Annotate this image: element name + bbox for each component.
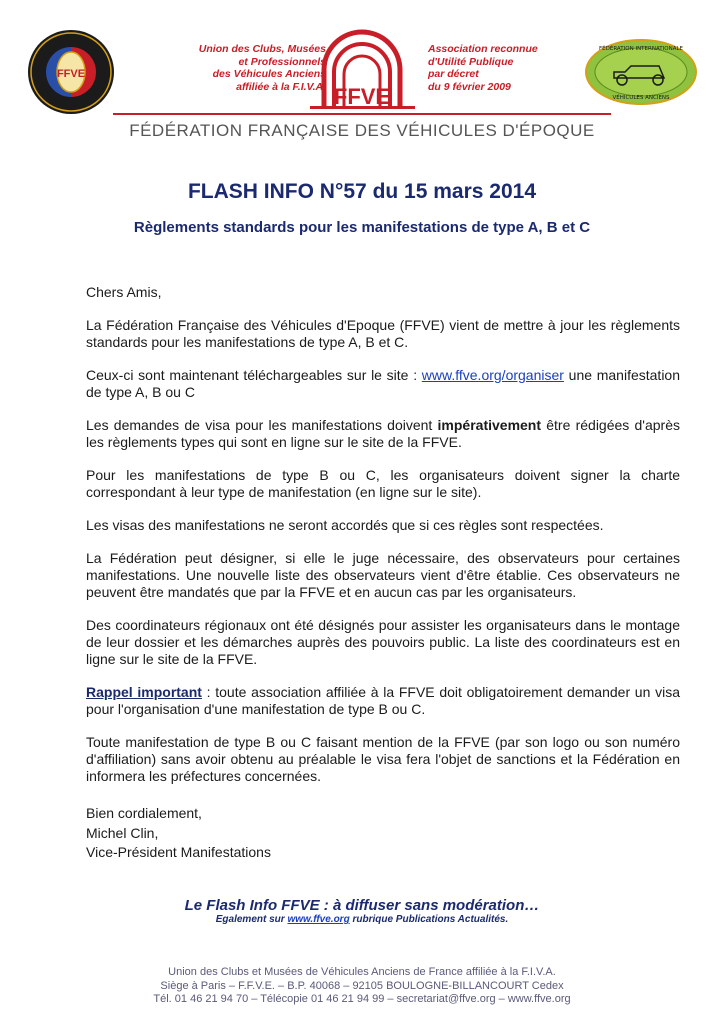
center-logo-letters: FFVE	[333, 84, 391, 109]
paragraph-1: La Fédération Française des Véhicules d'Epoque (FFVE) vient de mettre à jour les règlements standards pour les manifestations de type A, B et C.	[86, 317, 680, 350]
header-left-line: Union des Clubs, Musées	[198, 43, 326, 55]
header-left-line: et Professionnels	[238, 55, 326, 68]
signer-role: Vice-Président Manifestations	[86, 844, 271, 860]
paragraph-7: Des coordinateurs régionaux ont été désignés pour assister les organisateurs dans le montage de leur dossier et les démarches auprès des pouvoirs public. La liste des coordinateurs est en ligne sur le site de la FFVE.	[86, 617, 680, 667]
paragraph-2	[86, 367, 680, 401]
letter-body	[86, 284, 680, 801]
round-logo-letters: FFVE	[56, 68, 86, 80]
header-divider	[113, 113, 611, 115]
header-right-line: par décret	[428, 68, 479, 80]
paragraph-8	[86, 684, 680, 718]
paragraph-3	[86, 417, 680, 451]
footer-line-2: Siège à Paris – F.F.V.E. – B.P. 40068 – 92105 BOULOGNE-BILLANCOURT Cedex	[160, 979, 564, 992]
header-left-text	[168, 43, 326, 93]
also-text-end: rubrique Publications Actualités.	[349, 914, 509, 925]
paragraph-9: Toute manifestation de type B ou C faisant mention de la FFVE (par son logo ou son numéro d'affiliation) sans avoir obtenu au préalable le visa fera l'objet de sanctions et la Fédération en informera les préfectures concernées.	[86, 734, 680, 784]
federation-name: FÉDÉRATION FRANÇAISE DES VÉHICULES D'ÉPOQUE	[129, 121, 595, 140]
paragraph-6: La Fédération peut désigner, si elle le juge nécessaire, des observateurs pour certaines manifestations. Une nouvelle liste des observateurs vient d'être établie. Ces observateurs ne peuvent être mandatés que par la FFVE et en aucun cas par les organisateurs.	[86, 550, 680, 600]
also-on-site	[0, 914, 724, 925]
page-title: FLASH INFO N°57 du 15 mars 2014	[187, 180, 537, 203]
paragraph-2-text-end: une manifestation de type A, B ou C	[86, 367, 680, 400]
greeting: Chers Amis,	[86, 284, 162, 300]
header-left-line: affiliée à la F.I.V.A.	[236, 80, 326, 93]
paragraph-8-text: : toute association affiliée à la FFVE doit obligatoirement demander un visa pour l'organisation d'une manifestation de type B ou C.	[86, 684, 680, 717]
fiva-oval-logo	[584, 38, 698, 106]
ffve-round-logo	[26, 28, 116, 116]
header-right-text	[428, 43, 568, 93]
closing: Bien cordialement,	[86, 805, 202, 821]
paragraph-2-text: Ceux-ci sont maintenant téléchargeables sur le site :	[86, 367, 422, 383]
signature-block	[86, 804, 271, 863]
page-footer	[0, 966, 724, 1007]
header-left-line: des Véhicules Anciens	[212, 68, 326, 80]
header-right-line: du 9 février 2009	[428, 80, 511, 93]
flash-tagline: Le Flash Info FFVE : à diffuser sans modération…	[184, 897, 540, 914]
paragraph-4: Pour les manifestations de type B ou C, les organisateurs doivent signer la charte correspondant à leur type de manifestation (en ligne sur le site).	[86, 467, 680, 500]
rappel-important-label: Rappel important	[86, 684, 202, 700]
footer-line-3: Tél. 01 46 21 94 70 – Télécopie 01 46 21 94 99 – secretariat@ffve.org – www.ffve.org	[153, 993, 571, 1005]
organiser-link[interactable]: www.ffve.org/organiser	[421, 367, 564, 383]
signer-name: Michel Clin,	[86, 824, 159, 841]
ffve-site-link[interactable]: www.ffve.org	[287, 914, 350, 925]
header-right-line: d'Utilité Publique	[428, 55, 514, 68]
header-right-line: Association reconnue	[428, 43, 538, 55]
footer-line-1: Union des Clubs et Musées de Véhicules Anciens de France affiliée à la F.I.V.A.	[168, 966, 556, 978]
ffve-center-logo	[310, 28, 415, 110]
paragraph-3-text-end: être rédigées d'après les règlements types qui sont en ligne sur le site de la FFVE.	[86, 417, 680, 450]
paragraph-5: Les visas des manifestations ne seront accordés que si ces règles sont respectées.	[86, 517, 604, 533]
paragraph-3-text: Les demandes de visa pour les manifestations doivent	[86, 417, 438, 433]
page-subtitle: Règlements standards pour les manifestations de type A, B et C	[133, 219, 591, 236]
fiva-logo-top-text: FÉDÉRATION INTERNATIONALE	[598, 46, 684, 52]
also-text: Egalement sur	[215, 914, 288, 925]
fiva-logo-bottom-text: VÉHICULES ANCIENS	[612, 95, 670, 101]
emphasis-imperativement: impérativement	[437, 417, 542, 433]
